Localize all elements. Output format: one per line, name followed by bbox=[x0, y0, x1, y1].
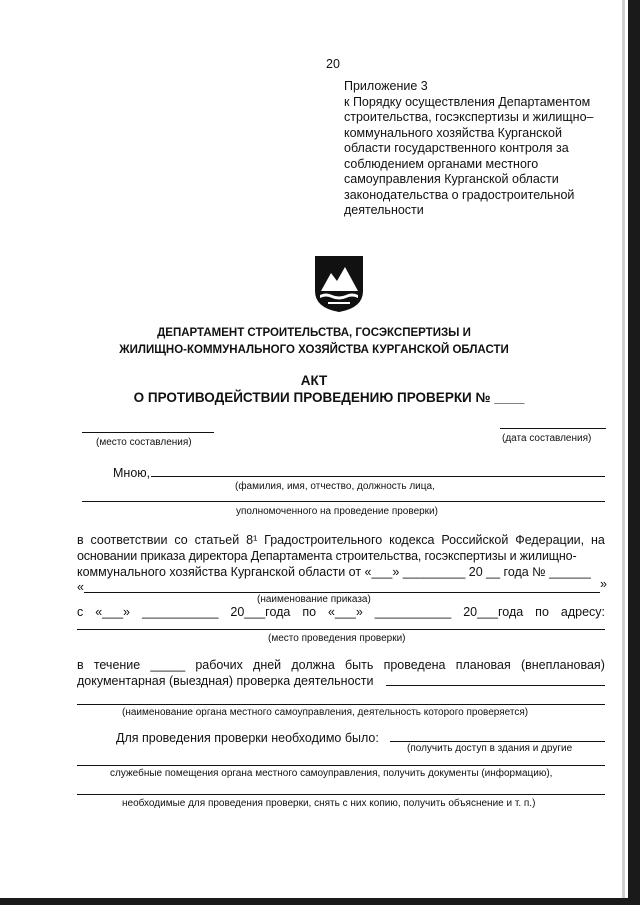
act-subtitle: О ПРОТИВОДЕЙСТВИИ ПРОВЕДЕНИЮ ПРОВЕРКИ № ____ bbox=[133, 390, 525, 405]
appendix-line: коммунального хозяйства Курганской bbox=[344, 125, 562, 140]
department-line2: ЖИЛИЩНО-КОММУНАЛЬНОГО ХОЗЯЙСТВА КУРГАНСКОЙ ОБЛАСТИ bbox=[119, 344, 509, 356]
period-line bbox=[77, 604, 605, 620]
period-word: 20___года bbox=[230, 605, 291, 619]
during-word: должна bbox=[291, 658, 335, 672]
need-hint2: служебные помещения органа местного самоуправления, получить документы (информацию), bbox=[110, 768, 553, 779]
coat-of-arms-icon bbox=[314, 255, 364, 313]
basis-word: на bbox=[591, 533, 605, 547]
scan-edge-right bbox=[628, 0, 640, 905]
basis-word: статьей bbox=[194, 533, 240, 547]
basis-word: кодекса bbox=[389, 533, 435, 547]
order-close-quote: » bbox=[600, 577, 607, 591]
appendix-line: соблюдением органами местного bbox=[344, 156, 539, 171]
place-field[interactable] bbox=[82, 432, 214, 433]
by-me-label: Мною, bbox=[113, 466, 151, 480]
basis-word: со bbox=[174, 533, 188, 547]
authorized-hint: уполномоченного на проведение проверки) bbox=[236, 506, 438, 517]
appendix-line: строительства, госэкспертизы и жилищно– bbox=[344, 110, 594, 124]
appendix-title: Приложение 3 bbox=[344, 79, 428, 93]
date-field[interactable] bbox=[500, 428, 606, 429]
appendix-line: деятельности bbox=[344, 203, 424, 217]
org-name-field-b[interactable] bbox=[77, 704, 605, 705]
order-open-quote: « bbox=[77, 580, 84, 594]
need-field-a[interactable] bbox=[390, 741, 605, 742]
period-word: «___» bbox=[328, 605, 363, 619]
need-label: Для проведения проверки необходимо было: bbox=[116, 731, 379, 745]
place-hint: (место составления) bbox=[96, 437, 192, 448]
during-word: плановая bbox=[455, 658, 511, 672]
during-word: (внеплановая) bbox=[520, 658, 605, 672]
date-hint: (дата составления) bbox=[502, 433, 592, 444]
org-hint: (наименование органа местного самоуправления, деятельность которого проверяется) bbox=[122, 707, 529, 718]
department-line1: ДЕПАРТАМЕНТ СТРОИТЕЛЬСТВА, ГОСЭКСПЕРТИЗЫ И bbox=[157, 327, 471, 339]
appendix-line: области государственного контроля за bbox=[344, 141, 569, 155]
basis-line3: коммунального хозяйства Курганской области от «___» _________ 20 __ года № ______ bbox=[77, 565, 591, 579]
doc-inspection-label: документарная (выездная) проверка деятельности bbox=[77, 674, 374, 688]
act-title: АКТ bbox=[300, 373, 328, 388]
order-name-field[interactable] bbox=[84, 592, 600, 593]
page-number: 20 bbox=[326, 57, 340, 71]
inspector-authority-field[interactable] bbox=[82, 501, 605, 502]
need-hint1: (получить доступ в здания и другие bbox=[407, 743, 573, 754]
basis-word: Градостроительного bbox=[264, 533, 383, 547]
during-line bbox=[77, 657, 605, 673]
basis-line2: основании приказа директора Департамента строительства, госэкспертизы и жилищно- bbox=[77, 549, 577, 563]
inspector-name-field[interactable] bbox=[151, 476, 605, 477]
org-name-field-a[interactable] bbox=[386, 685, 605, 686]
period-word: ___________ bbox=[374, 605, 452, 619]
name-hint: (фамилия, имя, отчество, должность лица, bbox=[235, 481, 435, 492]
during-word: в bbox=[77, 658, 84, 672]
period-word: по bbox=[535, 605, 549, 619]
scan-edge-shadow bbox=[622, 0, 625, 905]
period-word: ___________ bbox=[141, 605, 219, 619]
during-word: дней bbox=[253, 658, 282, 672]
appendix-line: самоуправления Курганской области bbox=[344, 172, 559, 186]
basis-word: соответствии bbox=[90, 533, 168, 547]
period-word: с bbox=[77, 605, 84, 619]
during-word: рабочих bbox=[195, 658, 243, 672]
period-word: 20___года bbox=[463, 605, 524, 619]
basis-word: Федерации, bbox=[515, 533, 585, 547]
appendix-block bbox=[344, 79, 594, 219]
period-word: адресу: bbox=[560, 605, 605, 619]
period-word: по bbox=[302, 605, 317, 619]
appendix-line: законодательства о градостроительной bbox=[344, 187, 575, 202]
scan-edge-bottom bbox=[0, 898, 640, 905]
period-word: «___» bbox=[95, 605, 130, 619]
appendix-line: к Порядку осуществления Департаментом bbox=[344, 94, 591, 109]
during-word: быть bbox=[345, 658, 374, 672]
address-field[interactable] bbox=[77, 629, 605, 630]
basis-word: в bbox=[77, 533, 84, 547]
need-field-c[interactable] bbox=[77, 794, 605, 795]
order-hint: (наименование приказа) bbox=[257, 594, 371, 605]
need-field-b[interactable] bbox=[77, 765, 605, 766]
basis-word: Российской bbox=[441, 533, 509, 547]
during-word: проведена bbox=[383, 658, 446, 672]
during-word: _____ bbox=[150, 658, 186, 672]
basis-line1 bbox=[77, 532, 605, 548]
address-hint: (место проведения проверки) bbox=[268, 633, 406, 644]
during-word: течение bbox=[93, 658, 141, 672]
need-hint3: необходимые для проведения проверки, снять с них копию, получить объяснение и т. п.) bbox=[122, 798, 536, 809]
basis-word: 8¹ bbox=[246, 533, 258, 547]
